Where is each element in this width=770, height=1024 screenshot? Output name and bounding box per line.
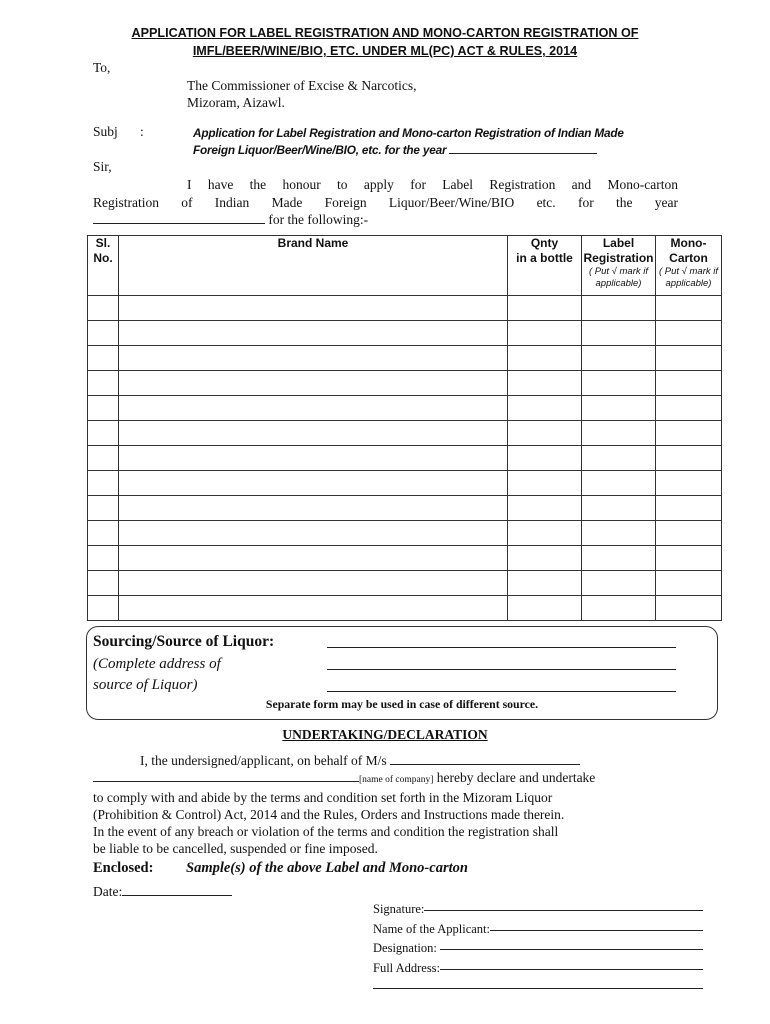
intro-line-1: I have the honour to apply for Label Registration and Mono-carton (187, 177, 678, 192)
source-field-3[interactable] (327, 681, 676, 692)
table-cell-brand[interactable] (119, 521, 508, 546)
col-header-label (582, 236, 656, 296)
declaration-line-1: I, the undersigned/applicant, on behalf of M/s (140, 753, 387, 768)
table-cell-brand[interactable] (119, 596, 508, 621)
table-cell-qnty[interactable] (508, 421, 582, 446)
table-cell-sl[interactable] (88, 371, 119, 396)
table-cell-qnty[interactable] (508, 346, 582, 371)
col-sl-line-1: Sl. (95, 236, 111, 250)
table-row (88, 521, 722, 546)
table-row (88, 596, 722, 621)
company-field-2[interactable] (93, 771, 359, 782)
table-cell-sl[interactable] (88, 596, 119, 621)
table-cell-sl[interactable] (88, 396, 119, 421)
table-cell-sl[interactable] (88, 496, 119, 521)
table-cell-mono[interactable] (656, 521, 722, 546)
col-header-qnty (508, 236, 582, 296)
source-field-1[interactable] (327, 637, 676, 648)
full-address-field-2[interactable] (373, 978, 703, 989)
source-field-2[interactable] (327, 659, 676, 670)
table-cell-mono[interactable] (656, 571, 722, 596)
col-header-brand: Brand Name (119, 236, 508, 296)
table-cell-qnty[interactable] (508, 371, 582, 396)
table-cell-label[interactable] (582, 596, 656, 621)
table-cell-label[interactable] (582, 496, 656, 521)
date-row (93, 884, 232, 900)
col-mono-line-2: Carton (669, 251, 708, 265)
table-cell-brand[interactable] (119, 421, 508, 446)
subject-text (193, 125, 624, 159)
applicant-name-label: Name of the Applicant: (373, 921, 490, 936)
table-cell-mono[interactable] (656, 596, 722, 621)
designation-label: Designation: (373, 941, 437, 955)
sourcing-label: Sourcing/Source of Liquor: (93, 633, 275, 650)
enclosed-text: Sample(s) of the above Label and Mono-carton (186, 860, 468, 876)
table-cell-qnty[interactable] (508, 446, 582, 471)
table-cell-mono[interactable] (656, 346, 722, 371)
table-row (88, 571, 722, 596)
signature-block (373, 900, 703, 989)
declaration-line-6: be liable to be cancelled, suspended or fine imposed. (93, 841, 378, 856)
table-row (88, 496, 722, 521)
table-row (88, 396, 722, 421)
table-cell-sl[interactable] (88, 321, 119, 346)
col-sl-line-2: No. (93, 251, 113, 265)
table-cell-sl[interactable] (88, 571, 119, 596)
table-cell-sl[interactable] (88, 546, 119, 571)
table-row (88, 546, 722, 571)
table-cell-mono[interactable] (656, 396, 722, 421)
title-line-1: APPLICATION FOR LABEL REGISTRATION AND MONO-CARTON REGISTRATION OF (131, 26, 639, 40)
title-line-2: IMFL/BEER/WINE/BIO, ETC. UNDER ML(PC) ACT & RULES, 2014 (192, 44, 578, 58)
table-cell-label[interactable] (582, 571, 656, 596)
declaration-heading: UNDERTAKING/DECLARATION (282, 727, 488, 742)
declaration-line-5: In the event of any breach or violation of the terms and condition the registration shall (93, 824, 559, 839)
declaration-line-3: to comply with and abide by the terms and condition set forth in the Mizoram Liquor (93, 790, 553, 805)
table-row (88, 471, 722, 496)
table-row (88, 296, 722, 321)
intro-line-3: for the following:- (268, 212, 369, 227)
col-label-line-1: Label (602, 236, 635, 250)
table-cell-qnty[interactable] (508, 471, 582, 496)
table-cell-label[interactable] (582, 546, 656, 571)
company-hint: [name of company] (359, 775, 434, 785)
table-cell-qnty[interactable] (508, 321, 582, 346)
table-cell-label[interactable] (582, 471, 656, 496)
year-field-2[interactable] (93, 213, 265, 224)
col-qnty-line-2: in a bottle (516, 251, 573, 265)
table-cell-mono[interactable] (656, 296, 722, 321)
applicant-name-field[interactable] (490, 920, 703, 931)
col-header-sl (88, 236, 119, 296)
table-cell-mono[interactable] (656, 371, 722, 396)
table-row (88, 446, 722, 471)
table-cell-sl[interactable] (88, 346, 119, 371)
declaration-line-2: hereby declare and undertake (436, 770, 596, 785)
table-cell-sl[interactable] (88, 446, 119, 471)
salutation: Sir, (93, 159, 112, 174)
brand-table (87, 235, 722, 621)
table-row (88, 421, 722, 446)
col-header-mono (656, 236, 722, 296)
company-field[interactable] (390, 754, 580, 765)
recipient-line-1: The Commissioner of Excise & Narcotics, (187, 78, 417, 93)
table-cell-sl[interactable] (88, 471, 119, 496)
table-cell-qnty[interactable] (508, 496, 582, 521)
table-cell-brand[interactable] (119, 346, 508, 371)
table-cell-sl[interactable] (88, 421, 119, 446)
table-cell-brand[interactable] (119, 321, 508, 346)
table-cell-brand[interactable] (119, 446, 508, 471)
table-cell-label[interactable] (582, 521, 656, 546)
table-cell-mono[interactable] (656, 421, 722, 446)
table-cell-label[interactable] (582, 321, 656, 346)
table-cell-qnty[interactable] (508, 546, 582, 571)
table-cell-mono[interactable] (656, 471, 722, 496)
table-cell-label[interactable] (582, 346, 656, 371)
table-cell-qnty[interactable] (508, 296, 582, 321)
table-row (88, 346, 722, 371)
declaration-paragraph (93, 752, 678, 857)
table-cell-label[interactable] (582, 371, 656, 396)
table-cell-brand[interactable] (119, 296, 508, 321)
subject-line-1: Application for Label Registration and Mono-carton Registration of Indian Made (193, 126, 624, 140)
table-cell-label[interactable] (582, 421, 656, 446)
table-cell-sl[interactable] (88, 521, 119, 546)
date-field[interactable] (122, 885, 232, 896)
table-cell-brand[interactable] (119, 471, 508, 496)
table-cell-mono[interactable] (656, 496, 722, 521)
table-row (88, 371, 722, 396)
signature-field[interactable] (424, 900, 703, 911)
sourcing-note: Separate form may be used in case of different source. (265, 697, 539, 711)
form-title (60, 24, 710, 60)
full-address-label: Full Address: (373, 960, 441, 975)
to-label: To, (93, 60, 111, 75)
full-address-field[interactable] (440, 959, 703, 970)
table-cell-qnty[interactable] (508, 396, 582, 421)
enclosed-label: Enclosed: (93, 860, 154, 876)
table-cell-sl[interactable] (88, 296, 119, 321)
col-qnty-line-1: Qnty (530, 236, 559, 250)
declaration-line-4: (Prohibition & Control) Act, 2014 and the Rules, Orders and Instructions made therein. (93, 807, 565, 822)
table-cell-brand[interactable] (119, 546, 508, 571)
table-body (88, 296, 722, 621)
col-label-line-2: Registration (583, 251, 654, 265)
intro-paragraph (93, 176, 678, 229)
table-cell-label[interactable] (582, 396, 656, 421)
designation-field[interactable] (440, 939, 703, 950)
table-cell-qnty[interactable] (508, 521, 582, 546)
table-cell-brand[interactable] (119, 396, 508, 421)
table-row (88, 321, 722, 346)
sourcing-sublabel (93, 654, 221, 696)
recipient-address (187, 77, 416, 111)
table-cell-qnty[interactable] (508, 571, 582, 596)
table-cell-mono[interactable] (656, 321, 722, 346)
sourcing-sub-2: source of Liquor) (93, 677, 198, 693)
col-mono-note: ( Put √ mark if applicable) (658, 266, 719, 289)
recipient-line-2: Mizoram, Aizawl. (187, 95, 285, 110)
table-cell-label[interactable] (582, 446, 656, 471)
date-label: Date: (93, 884, 123, 899)
subject-colon: : (140, 124, 144, 139)
col-mono-line-1: Mono- (670, 236, 707, 250)
table-cell-brand[interactable] (119, 371, 508, 396)
table-header-row (88, 236, 722, 296)
subject-label: Subj (93, 124, 118, 139)
table-cell-qnty[interactable] (508, 596, 582, 621)
col-label-note: ( Put √ mark if applicable) (588, 266, 649, 289)
table-cell-brand[interactable] (119, 571, 508, 596)
table-cell-brand[interactable] (119, 496, 508, 521)
signature-label: Signature: (373, 902, 425, 916)
table-cell-mono[interactable] (656, 446, 722, 471)
table-cell-mono[interactable] (656, 546, 722, 571)
intro-line-2: Registration of Indian Made Foreign Liquor/Beer/Wine/BIO etc. for the year (93, 194, 678, 210)
sourcing-sub-1: (Complete address of (93, 656, 221, 672)
year-field[interactable] (449, 143, 597, 154)
subject-line-2: Foreign Liquor/Beer/Wine/BIO, etc. for the year (193, 143, 447, 157)
table-cell-label[interactable] (582, 296, 656, 321)
